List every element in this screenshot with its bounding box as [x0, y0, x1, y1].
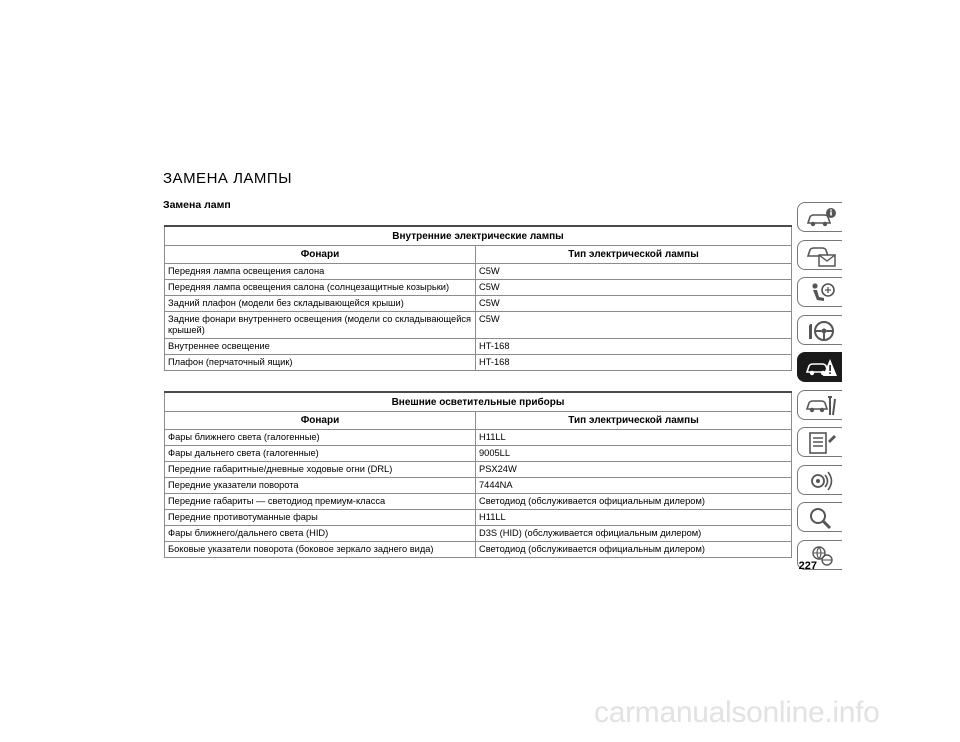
bulb-type-cell: HT-168 — [476, 355, 792, 371]
interior-lamps-table — [164, 225, 792, 371]
tab-car-info[interactable] — [797, 202, 842, 232]
lamp-name-cell: Передние указатели поворота — [165, 478, 476, 494]
bulb-type-cell: C5W — [476, 280, 792, 296]
lamp-name-cell: Передняя лампа освещения салона — [165, 264, 476, 280]
airbag-icon — [804, 281, 838, 305]
watermark: carmanualsonline.info — [594, 696, 880, 729]
table-row — [165, 510, 792, 526]
bulb-type-cell: C5W — [476, 312, 792, 339]
table-row — [165, 339, 792, 355]
table-row — [165, 462, 792, 478]
bulb-type-cell: HT-168 — [476, 339, 792, 355]
bulb-type-cell: Светодиод (обслуживается официальным дилером) — [476, 494, 792, 510]
car-info-icon — [804, 206, 838, 230]
bulb-type-cell: PSX24W — [476, 462, 792, 478]
section-title: ЗАМЕНА ЛАМПЫ — [163, 170, 292, 187]
bulb-type-cell: D3S (HID) (обслуживается официальным дилером) — [476, 526, 792, 542]
lamp-name-cell: Фары ближнего/дальнего света (HID) — [165, 526, 476, 542]
lamp-name-cell: Задний плафон (модели без складывающейся крыши) — [165, 296, 476, 312]
lamp-name-cell: Боковые указатели поворота (боковое зеркало заднего вида) — [165, 542, 476, 558]
column-header-bulb-type: Тип электрической лампы — [476, 246, 792, 264]
lamp-name-cell: Фары дальнего света (галогенные) — [165, 446, 476, 462]
car-service-icon — [804, 394, 838, 418]
lamp-name-cell: Передняя лампа освещения салона (солнцезащитные козырьки) — [165, 280, 476, 296]
exterior-lamps-table — [164, 391, 792, 558]
tab-driving[interactable] — [797, 315, 842, 345]
table-caption: Внутренние электрические лампы — [165, 226, 792, 246]
column-header-lamps: Фонари — [165, 412, 476, 430]
column-header-bulb-type: Тип электрической лампы — [476, 412, 792, 430]
bulb-type-cell: C5W — [476, 296, 792, 312]
table-caption: Внешние осветительные приборы — [165, 392, 792, 412]
bulb-type-cell: Светодиод (обслуживается официальным дилером) — [476, 542, 792, 558]
table-row — [165, 526, 792, 542]
car-warning-icon — [804, 356, 838, 380]
bulb-type-cell: C5W — [476, 264, 792, 280]
subsection-title: Замена ламп — [163, 199, 231, 211]
table-row — [165, 494, 792, 510]
chapter-tabs — [797, 202, 842, 577]
table-row — [165, 478, 792, 494]
table-row — [165, 280, 792, 296]
lamp-name-cell: Фары ближнего света (галогенные) — [165, 430, 476, 446]
bulb-type-cell: 9005LL — [476, 446, 792, 462]
tab-service[interactable] — [797, 390, 842, 420]
lamp-name-cell: Передние габаритные/дневные ходовые огни (DRL) — [165, 462, 476, 478]
car-mail-icon — [804, 244, 838, 268]
steering-wheel-icon — [804, 319, 838, 343]
page-number: 227 — [798, 560, 817, 572]
tab-specifications[interactable] — [797, 427, 842, 457]
lamp-name-cell: Передние габариты — светодиод премиум-класса — [165, 494, 476, 510]
multimedia-icon — [804, 469, 838, 493]
tab-airbag[interactable] — [797, 277, 842, 307]
spec-list-icon — [804, 431, 838, 455]
tab-index-search[interactable] — [797, 502, 842, 532]
tab-emergency[interactable] — [797, 352, 842, 382]
column-header-lamps: Фонари — [165, 246, 476, 264]
bulb-type-cell: H11LL — [476, 430, 792, 446]
table-row — [165, 312, 792, 339]
search-icon — [804, 506, 838, 530]
table-row — [165, 355, 792, 371]
table-row — [165, 542, 792, 558]
tab-multimedia[interactable] — [797, 465, 842, 495]
lamp-name-cell: Плафон (перчаточный ящик) — [165, 355, 476, 371]
lamp-name-cell: Передние противотуманные фары — [165, 510, 476, 526]
table-row — [165, 446, 792, 462]
table-row — [165, 264, 792, 280]
table-row — [165, 430, 792, 446]
lamp-name-cell: Внутреннее освещение — [165, 339, 476, 355]
lamp-name-cell: Задние фонари внутреннего освещения (модели со складывающейся крышей) — [165, 312, 476, 339]
bulb-type-cell: 7444NA — [476, 478, 792, 494]
tab-car-mail[interactable] — [797, 240, 842, 270]
bulb-type-cell: H11LL — [476, 510, 792, 526]
table-row — [165, 296, 792, 312]
